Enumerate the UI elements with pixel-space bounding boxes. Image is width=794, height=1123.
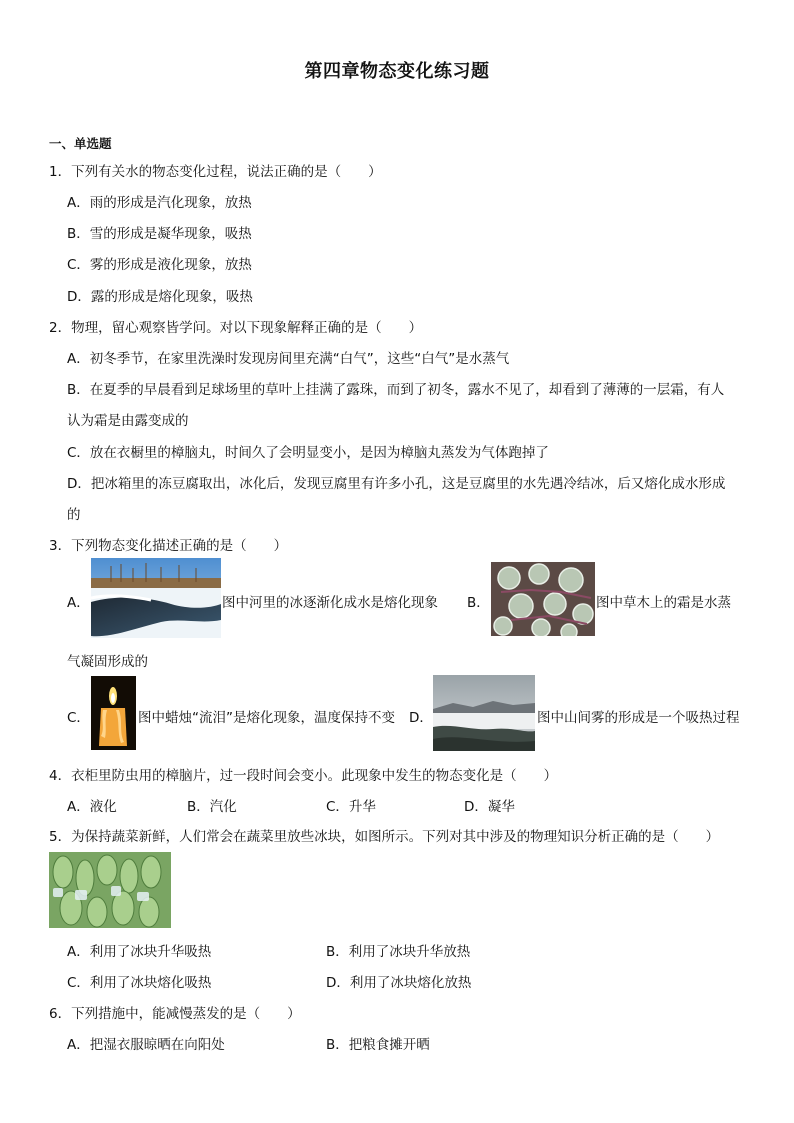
question-3-option-c-text: 图中蜡烛“流泪”是熔化现象，温度保持不变 xyxy=(138,710,395,726)
question-1-stem: 1．下列有关水的物态变化过程，说法正确的是（ ） xyxy=(49,164,382,180)
question-3-option-d-text: 图中山间雾的形成是一个吸热过程 xyxy=(537,710,740,726)
section-heading: 一、单选题 xyxy=(49,136,112,151)
question-4-option-d[interactable]: D．凝华 xyxy=(464,799,515,815)
question-2-option-d-cont: 的 xyxy=(67,507,81,523)
question-2-option-a[interactable]: A．初冬季节，在家里洗澡时发现房间里充满“白气”，这些“白气”是水蒸气 xyxy=(67,351,510,367)
question-2-option-b-cont: 认为霜是由露变成的 xyxy=(67,413,189,429)
mountain-fog-image xyxy=(433,675,535,751)
question-6-option-a[interactable]: A．把湿衣服晾晒在向阳处 xyxy=(67,1037,225,1053)
page-title: 第四章物态变化练习题 xyxy=(304,61,490,82)
question-1-option-c[interactable]: C．雾的形成是液化现象，放热 xyxy=(67,257,252,273)
question-6-stem: 6．下列措施中，能减慢蒸发的是（ ） xyxy=(49,1006,301,1022)
candle-image xyxy=(91,676,136,750)
question-3-option-a-label[interactable]: A． xyxy=(67,595,90,611)
question-5-option-c[interactable]: C．利用了冰块熔化吸热 xyxy=(67,975,212,991)
question-3-option-b-label[interactable]: B． xyxy=(467,595,490,611)
question-5-stem: 5．为保持蔬菜新鲜，人们常会在蔬菜里放些冰块，如图所示。下列对其中涉及的物理知识分析正确的是（ ） xyxy=(49,829,720,845)
question-3-stem: 3．下列物态变化描述正确的是（ ） xyxy=(49,538,288,554)
question-2-option-c[interactable]: C．放在衣橱里的樟脑丸，时间久了会明显变小，是因为樟脑丸蒸发为气体跑掉了 xyxy=(67,445,549,461)
question-2-stem: 2．物理，留心观察皆学问。对以下现象解释正确的是（ ） xyxy=(49,320,423,336)
question-2-option-b[interactable]: B．在夏季的早晨看到足球场里的草叶上挂满了露珠，而到了初冬，露水不见了，却看到了薄薄的一层霜，有人 xyxy=(67,382,725,398)
question-3-option-b-text: 图中草木上的霜是水蒸 xyxy=(596,595,731,611)
question-4-stem: 4．衣柜里防虫用的樟脑片，过一段时间会变小。此现象中发生的物态变化是（ ） xyxy=(49,768,558,784)
question-4-option-b[interactable]: B．汽化 xyxy=(187,799,237,815)
question-1-option-a[interactable]: A．雨的形成是汽化现象，放热 xyxy=(67,195,252,211)
question-5-option-d[interactable]: D．利用了冰块熔化放热 xyxy=(326,975,472,991)
frozen-river-image xyxy=(91,558,221,638)
question-2-option-d[interactable]: D．把冰箱里的冻豆腐取出，冰化后，发现豆腐里有许多小孔，这是豆腐里的水先遇冷结冰，后又熔化成水形成 xyxy=(67,476,726,492)
question-5-option-a[interactable]: A．利用了冰块升华吸热 xyxy=(67,944,212,960)
question-1-option-b[interactable]: B．雪的形成是凝华现象，吸热 xyxy=(67,226,252,242)
frost-on-plants-image xyxy=(491,562,595,636)
vegetables-with-ice-image xyxy=(49,852,171,928)
question-3-option-b-text-cont: 气凝固形成的 xyxy=(67,654,148,670)
question-4-option-a[interactable]: A．液化 xyxy=(67,799,117,815)
question-3-option-d-label[interactable]: D． xyxy=(409,710,433,726)
question-4-option-c[interactable]: C．升华 xyxy=(326,799,376,815)
question-3-option-a-text: 图中河里的冰逐渐化成水是熔化现象 xyxy=(222,595,438,611)
question-5-option-b[interactable]: B．利用了冰块升华放热 xyxy=(326,944,471,960)
question-1-option-d[interactable]: D．露的形成是熔化现象，吸热 xyxy=(67,289,253,305)
question-6-option-b[interactable]: B．把粮食摊开晒 xyxy=(326,1037,430,1053)
question-3-option-c-label[interactable]: C． xyxy=(67,710,90,726)
